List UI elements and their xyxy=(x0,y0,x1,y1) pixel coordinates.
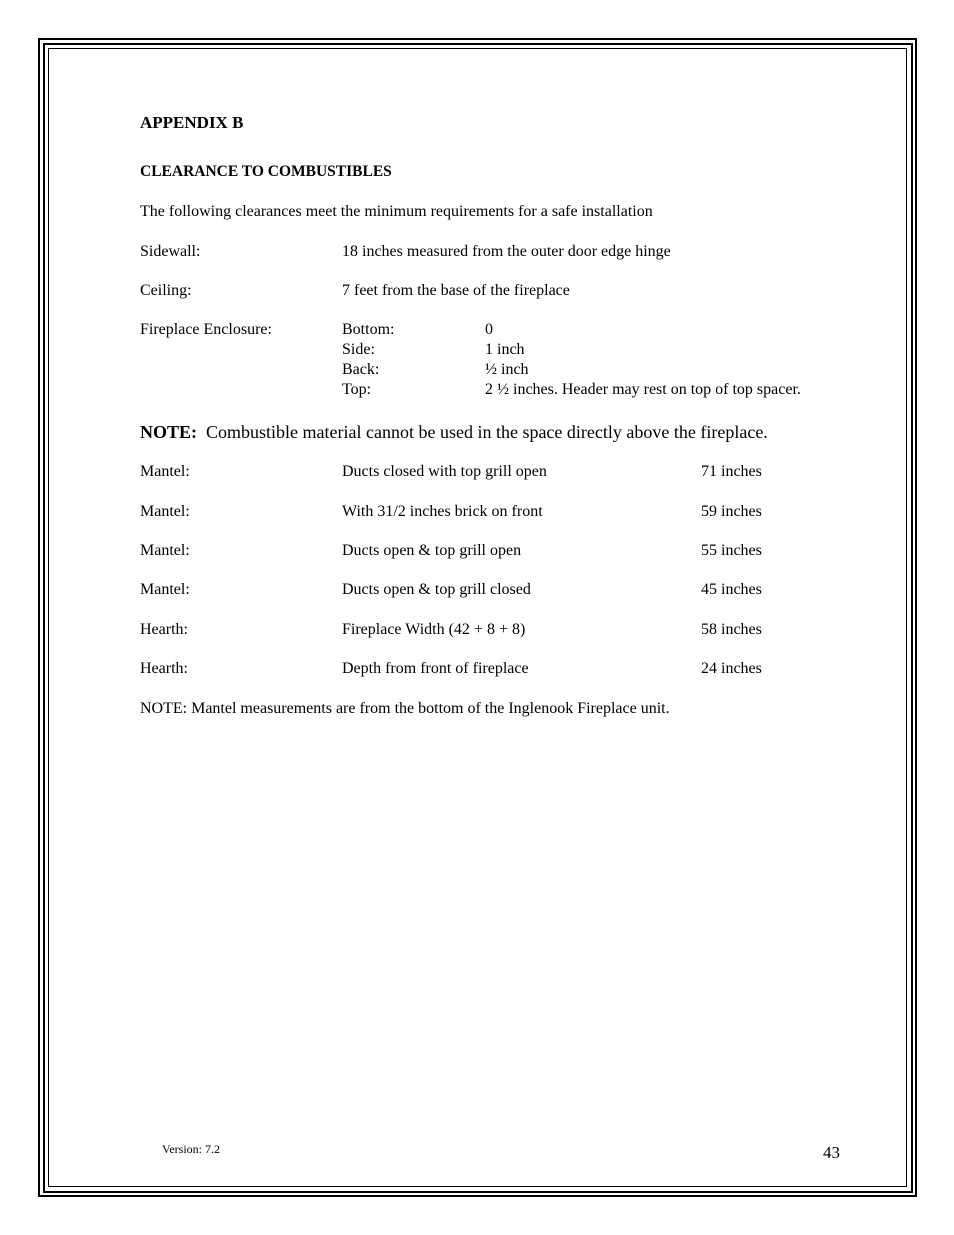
clearance-label: Mantel: xyxy=(140,503,190,520)
appendix-title: APPENDIX B xyxy=(140,113,244,132)
clearance-value: 55 inches xyxy=(701,542,762,559)
enclosure-key: Bottom: xyxy=(342,321,395,338)
enclosure-value: 0 xyxy=(485,321,493,338)
enclosure-label: Fireplace Enclosure: xyxy=(140,321,272,338)
note-combustible xyxy=(140,421,768,443)
clearance-description: Ducts closed with top grill open xyxy=(342,463,547,480)
clearance-label: Mantel: xyxy=(140,581,190,598)
enclosure-key: Back: xyxy=(342,361,380,378)
note-mantel-measurements: NOTE: Mantel measurements are from the bottom of the Inglenook Fireplace unit. xyxy=(140,700,670,717)
clearance-value: 24 inches xyxy=(701,660,762,677)
clearance-description: Depth from front of fireplace xyxy=(342,660,529,677)
clearance-label: Mantel: xyxy=(140,542,190,559)
enclosure-value: ½ inch xyxy=(485,361,529,378)
note-text: Combustible material cannot be used in the space directly above the fireplace. xyxy=(206,422,768,442)
clearance-label: Hearth: xyxy=(140,660,188,677)
clearance-description: Ducts open & top grill open xyxy=(342,542,522,559)
sidewall-value: 18 inches measured from the outer door edge hinge xyxy=(342,243,671,260)
clearance-label: Hearth: xyxy=(140,621,188,638)
section-title: CLEARANCE TO COMBUSTIBLES xyxy=(140,163,392,180)
clearance-value: 71 inches xyxy=(701,463,762,480)
enclosure-value: 2 ½ inches. Header may rest on top of top spacer. xyxy=(485,381,801,398)
enclosure-value: 1 inch xyxy=(485,341,525,358)
clearance-value: 45 inches xyxy=(701,581,762,598)
ceiling-value: 7 feet from the base of the fireplace xyxy=(342,282,570,299)
page-number: 43 xyxy=(823,1143,840,1162)
clearance-description: Ducts open & top grill closed xyxy=(342,581,531,598)
enclosure-key: Top: xyxy=(342,381,372,398)
note-label: NOTE: xyxy=(140,422,198,442)
clearance-description: With 31/2 inches brick on front xyxy=(342,503,543,520)
sidewall-label: Sidewall: xyxy=(140,243,201,260)
ceiling-label: Ceiling: xyxy=(140,282,192,299)
version-label: Version: 7.2 xyxy=(162,1142,220,1156)
clearance-value: 59 inches xyxy=(701,503,762,520)
clearance-value: 58 inches xyxy=(701,621,762,638)
intro-text: The following clearances meet the minimum requirements for a safe installation xyxy=(140,203,653,220)
enclosure-key: Side: xyxy=(342,341,375,358)
clearance-label: Mantel: xyxy=(140,463,190,480)
clearance-description: Fireplace Width (42 + 8 + 8) xyxy=(342,621,526,638)
